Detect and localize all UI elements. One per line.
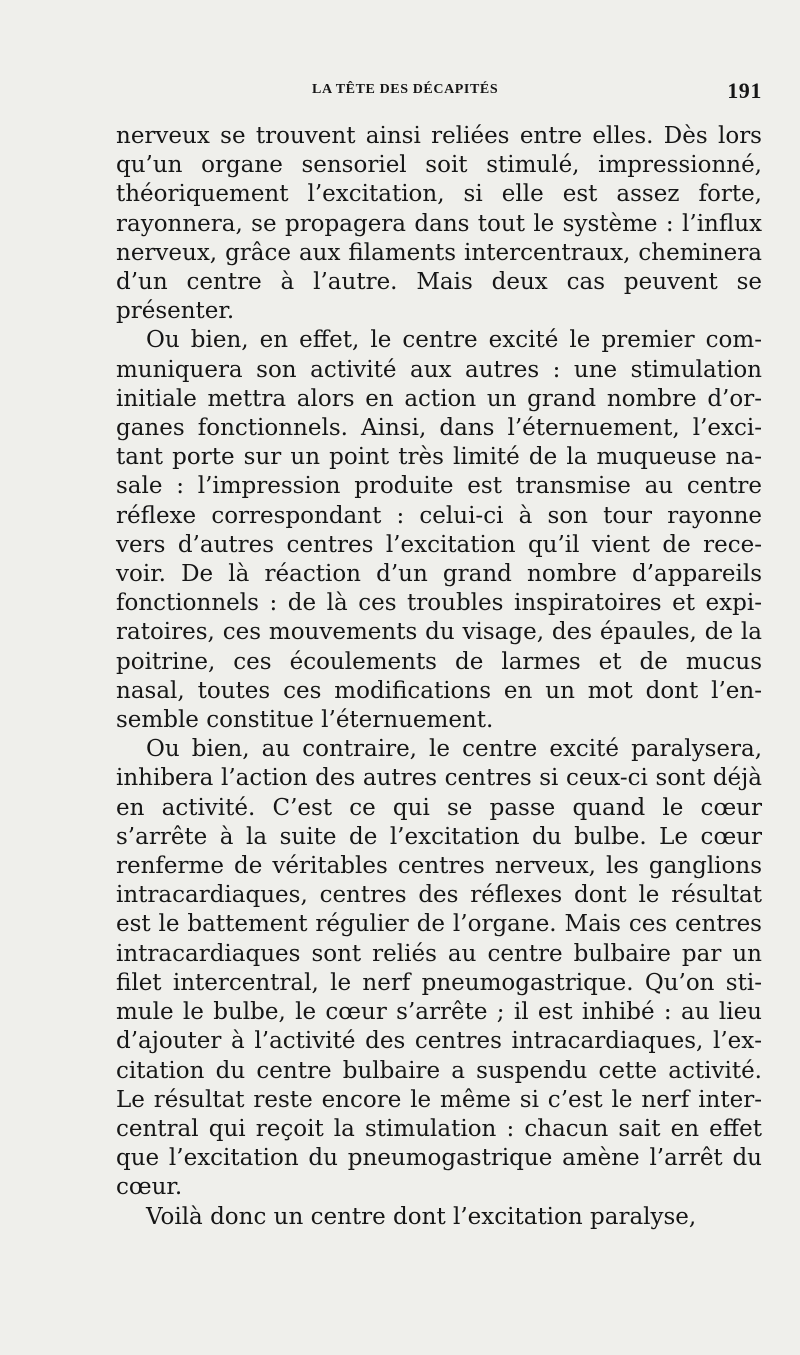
- page-number: 191: [727, 78, 762, 103]
- paragraph: nerveux se trouvent ainsi reliées entre elles. Dès lors qu’un organe sensoriel soit stimulé, impressionné, théoriquement l’excitation, si elle est assez forte, rayonnera, se propagera dans tout le système : l’influx nerveux, grâce aux filaments intercentraux, cheminera d’un centre à l’autre. Mais deux cas peuvent se présenter.: [116, 123, 762, 325]
- running-title: LA TÊTE DES DÉCAPITÉS: [312, 82, 499, 97]
- paragraph: Ou bien, en effet, le centre excité le premier communiquera son activité aux autres : une stimulation initiale mettra alors en action un grand nombre d’organes fonctionnels. Ainsi, dans l’éternuement, l’excitant porte sur un point très limité de la muqueuse nasale : l’impression produite est transmise au centre réflexe correspondant : celui-ci à son tour rayonne vers d’autres centres l’excitation qu’il vient de recevoir. De là réaction d’un grand nombre d’appareils fonctionnels : de là ces troubles inspiratoires et expiratoires, ces mouvements du visage, des épaules, de la poitrine, ces écoulements de larmes et de mucus nasal, toutes ces modifications en un mot dont l’ensemble constitue l’éternuement.: [116, 327, 762, 734]
- paragraph: Voilà donc un centre dont l’excitation paralyse,: [146, 1203, 697, 1230]
- paragraph: Ou bien, au contraire, le centre excité paralysera, inhibera l’action des autres centres si ceux-ci sont déjà en activité. C’est ce qui se passe quand le cœur s’arrête à la suite de l’excitation du bulbe. Le cœur renferme de véritables centres nerveux, les ganglions intracardiaques, centres des réflexes dont le résultat est le battement régulier de l’organe. Mais ces centres intracardiaques sont reliés au centre bulbaire par un filet intercentral, le nerf pneumogastrique. Qu’on stimule le bulbe, le cœur s’arrête ; il est inhibé : au lieu d’ajouter à l’activité des centres intracardiaques, l’excitation du centre bulbaire a suspendu cette activité. Le résultat reste encore le même si c’est le nerf intercentral qui reçoit la stimulation : chacun sait en effet que l’excitation du pneumogastrique amène l’arrêt du cœur.: [116, 736, 762, 1201]
- body-text: [116, 122, 762, 1232]
- running-head: [116, 78, 762, 122]
